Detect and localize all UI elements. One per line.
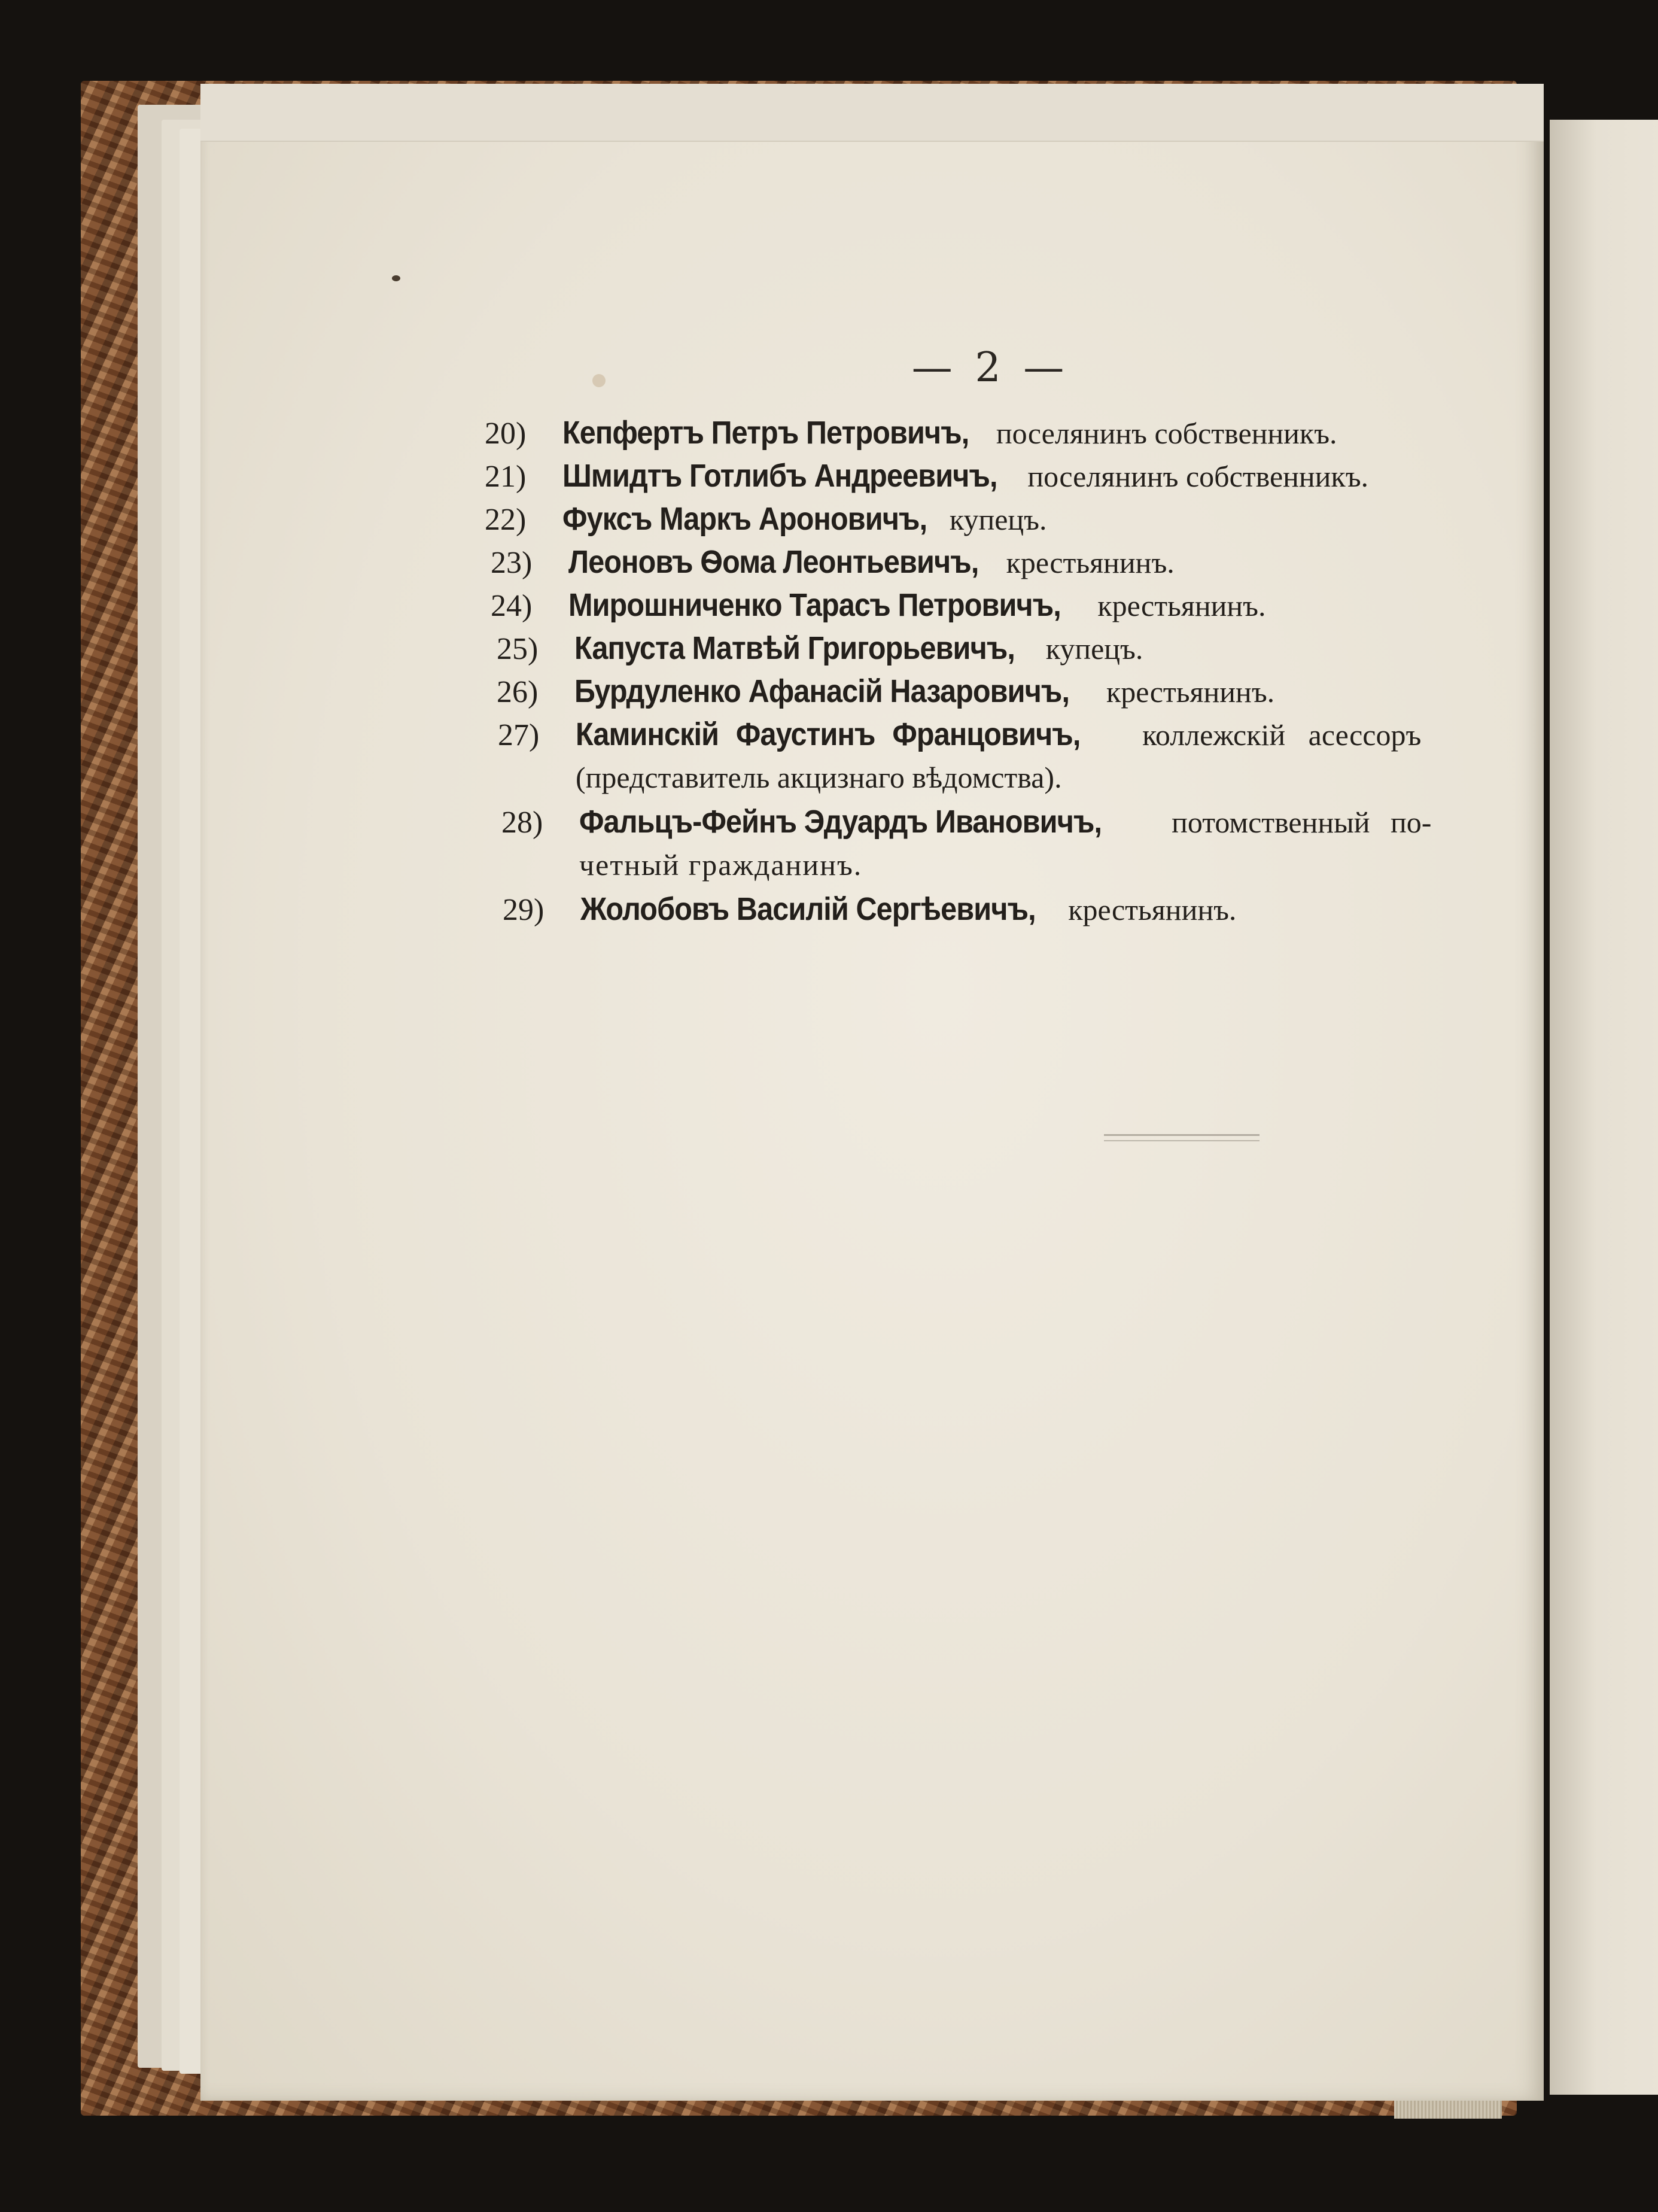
entry-description: коллежскій асессоръ xyxy=(1142,718,1422,752)
entry-number: 26) xyxy=(497,675,539,709)
entry-number: 25) xyxy=(497,632,539,666)
entry-description: крестьянинъ. xyxy=(1097,589,1266,622)
entry-list xyxy=(485,412,1658,931)
section-divider xyxy=(1104,1134,1260,1136)
list-item xyxy=(491,584,1658,627)
list-item xyxy=(497,627,1658,670)
entry-number: 22) xyxy=(485,503,527,537)
entry-description: поселянинъ собственникъ. xyxy=(996,417,1337,450)
book-page xyxy=(200,84,1544,2101)
entry-name: Фуксъ Маркъ Ароновичъ, xyxy=(562,501,927,537)
entry-description: крестьянинъ. xyxy=(1006,546,1175,579)
entry-number: 29) xyxy=(503,893,544,927)
entry-number: 27) xyxy=(498,718,540,752)
paper-speck xyxy=(392,275,400,281)
list-item xyxy=(485,455,1658,498)
paper-speck xyxy=(592,374,606,387)
list-item xyxy=(485,412,1658,455)
list-item xyxy=(485,498,1658,541)
entry-number: 21) xyxy=(485,460,527,494)
entry-name: Жолобовъ Василій Сергѣевичъ, xyxy=(580,891,1036,927)
entry-name: Леоновъ Ѳома Леонтьевичъ, xyxy=(568,544,979,580)
entry-name: Фальцъ-Фейнъ Эдуардъ Ивановичъ, xyxy=(579,804,1102,840)
entry-number: 20) xyxy=(485,417,527,451)
page-number: — 2 — xyxy=(911,344,1069,391)
section-divider xyxy=(1104,1140,1260,1141)
entry-description: крестьянинъ. xyxy=(1068,893,1237,926)
entry-name: Мирошниченко Тарасъ Петровичъ, xyxy=(568,587,1061,623)
entry-name: Капуста Матвѣй Григорьевичъ, xyxy=(574,630,1015,666)
page-top-edge xyxy=(200,84,1544,142)
list-item-continuation xyxy=(498,756,1658,798)
entry-description-continued: четный гражданинъ. xyxy=(579,848,863,882)
list-item xyxy=(503,888,1658,931)
list-item-continuation xyxy=(501,844,1658,886)
entry-name: Бурдуленко Афанасій Назаровичъ, xyxy=(574,673,1070,709)
entry-name: Кепфертъ Петръ Петровичъ, xyxy=(562,415,969,451)
entry-number: 28) xyxy=(501,806,543,840)
entry-description: купецъ. xyxy=(1045,632,1143,666)
entry-number: 23) xyxy=(491,546,533,580)
entry-description: поселянинъ собственникъ. xyxy=(1027,460,1369,493)
entry-description: потомственный по- xyxy=(1172,806,1432,839)
entry-description: купецъ. xyxy=(949,503,1047,536)
list-item xyxy=(497,670,1658,713)
entry-name: Шмидтъ Готлибъ Андреевичъ, xyxy=(562,458,997,494)
entry-description-continued: (представитель акцизнаго вѣдомства). xyxy=(576,761,1062,794)
list-item xyxy=(491,541,1658,584)
entry-name: Каминскій Фаустинъ Францовичъ, xyxy=(576,716,1081,752)
list-item xyxy=(501,801,1658,844)
entry-number: 24) xyxy=(491,589,533,623)
list-item xyxy=(498,713,1658,756)
entry-description: крестьянинъ. xyxy=(1106,675,1275,709)
